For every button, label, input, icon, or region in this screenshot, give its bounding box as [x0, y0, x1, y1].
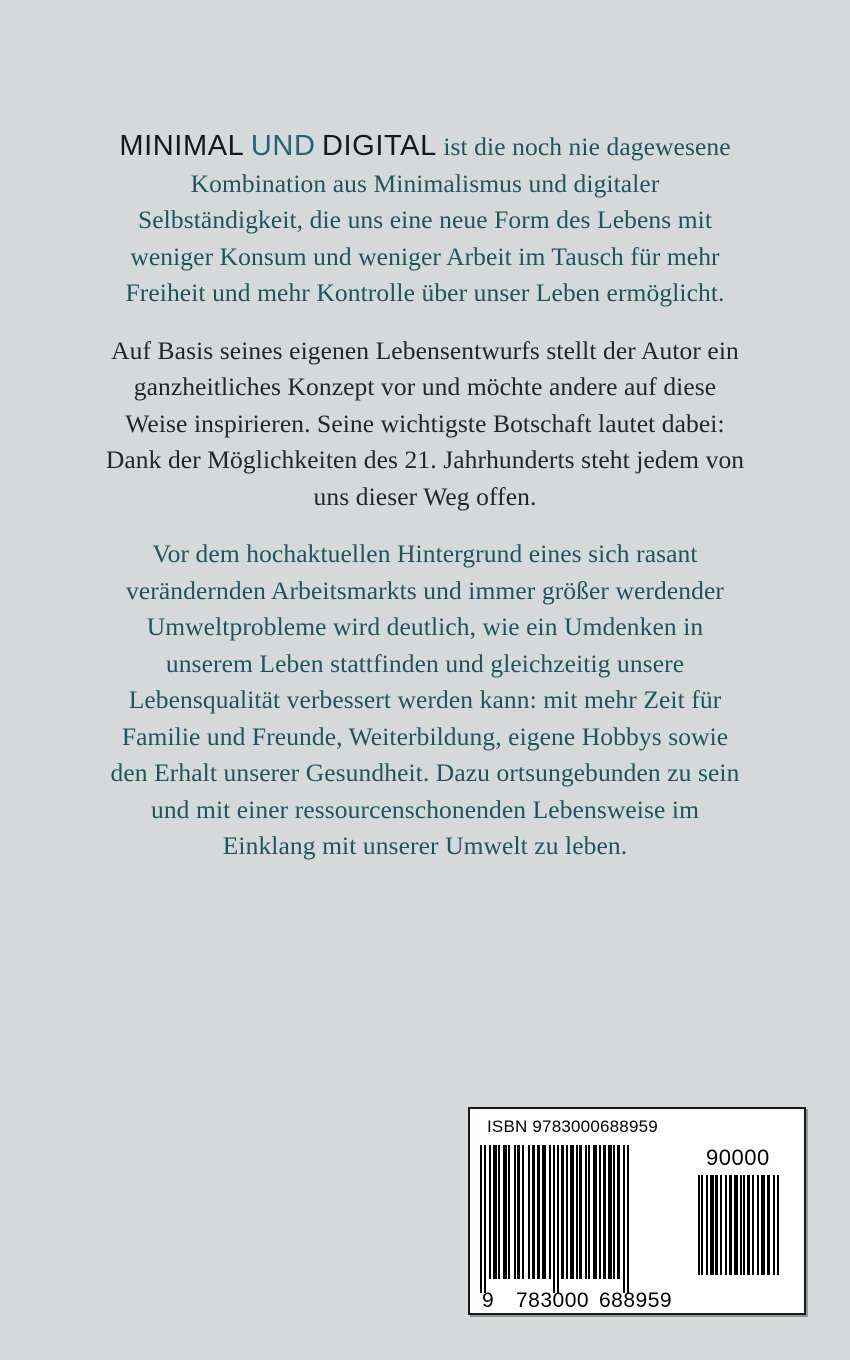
ean-addon-bars [698, 1175, 779, 1275]
isbn-barcode [468, 1107, 806, 1315]
book-title-word-und: UND [250, 130, 316, 162]
ean-addon-digits: 90000 [706, 1145, 770, 1170]
ean13-right-group: 688959 [599, 1289, 673, 1312]
blurb-paragraph-1 [105, 128, 745, 312]
book-title-word-digital: DIGITAL [321, 130, 437, 162]
book-title-word-minimal: MINIMAL [119, 130, 245, 162]
blurb-text-block [105, 128, 745, 887]
ean13-lead-digit: 9 [482, 1289, 495, 1312]
blurb-paragraph-1-rest: ist die noch nie dagewesene Kombination aus Minimalismus und digitaler Selbständigkeit, die uns eine neue Form des Lebens mit weniger Konsum und weniger Arbeit im Tausch für mehr Freiheit und mehr Kontrolle über unser Leben ermöglicht. [125, 132, 731, 307]
ean13-digits [480, 1289, 685, 1313]
blurb-paragraph-3: Vor dem hochaktuellen Hintergrund eines sich rasant verändernden Arbeitsmarkts und immer größer werdender Umweltprobleme wird deutlich, wie ein Umdenken in unserem Leben stattfinden und gleichzeitig unsere Lebensqualität verbessert werden kann: mit mehr Zeit für Familie und Freunde, Weiterbildung, eigene Hobbys sowie den Erhalt unserer Gesundheit. Dazu ortsungebunden zu sein und mit einer ressourcenschonenden Lebensweise im Einklang mit unserer Umwelt zu leben. [110, 539, 740, 860]
isbn-label: ISBN 9783000688959 [487, 1117, 658, 1136]
ean13-symbol [480, 1145, 685, 1310]
ean-addon-symbol [698, 1145, 788, 1275]
ean13-left-group: 783000 [516, 1289, 590, 1312]
blurb-paragraph-2: Auf Basis seines eigenen Lebensentwurfs stellt der Autor ein ganzheitliches Konzept vor und möchte andere auf diese Weise inspirieren. Seine wichtigste Botschaft lautet dabei: Dank der Möglichkeiten des 21. Jahrhunderts steht jedem von uns dieser Weg offen. [105, 335, 745, 511]
ean13-bars [480, 1145, 629, 1290]
